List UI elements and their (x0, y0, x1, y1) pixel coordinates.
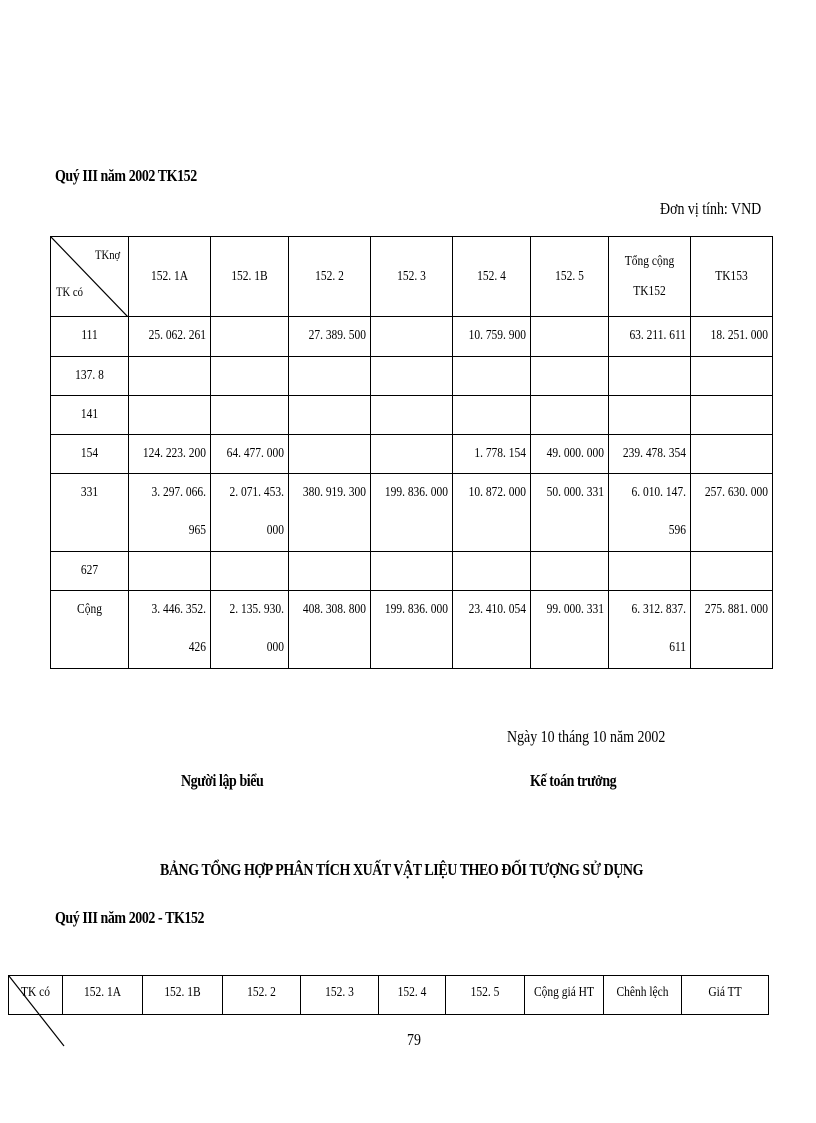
table-cell: 49. 000. 000 (531, 435, 609, 474)
table-cell (371, 396, 453, 435)
table-cell: 2. 135. 930. 000 (211, 591, 289, 669)
summary-header-row (9, 976, 769, 1015)
table-cell: 3. 297. 066. 965 (129, 474, 211, 552)
table-cell (691, 396, 773, 435)
table-cell: 275. 881. 000 (691, 591, 773, 669)
table-cell: 199. 836. 000 (371, 591, 453, 669)
header-cell-total: Tổng cộng TK152 (609, 237, 691, 317)
table-cell (531, 552, 609, 591)
summary-header-label: TK có (20, 985, 51, 1000)
table-cell: 3. 446. 352. 426 (129, 591, 211, 669)
table-cell (371, 317, 453, 357)
chief-accountant-label: Kế toán trưởng (530, 771, 617, 790)
section1-title: Quý III năm 2002 TK152 (55, 166, 197, 185)
table-cell: 239. 478. 354 (609, 435, 691, 474)
summary-header-cell: 152. 3 (301, 976, 379, 1015)
summary-corner-cell (9, 976, 63, 1015)
table-row (51, 591, 773, 669)
table-cell (609, 552, 691, 591)
materials-table (50, 236, 773, 669)
table-cell (371, 357, 453, 396)
header-cell: 152. 1A (129, 237, 211, 317)
table-cell (453, 357, 531, 396)
table-row (51, 474, 773, 552)
table-cell: 64. 477. 000 (211, 435, 289, 474)
table-row (51, 396, 773, 435)
table-cell (691, 552, 773, 591)
table-cell (211, 552, 289, 591)
table-cell: 99. 000. 331 (531, 591, 609, 669)
page-number: 79 (407, 1030, 421, 1049)
table-cell: 27. 389. 500 (289, 317, 371, 357)
table-cell: 2. 071. 453. 000 (211, 474, 289, 552)
preparer-label: Người lập biểu (181, 771, 264, 790)
table-cell: 6. 010. 147. 596 (609, 474, 691, 552)
table-cell: 18. 251. 000 (691, 317, 773, 357)
table-cell: 25. 062. 261 (129, 317, 211, 357)
section2-subtitle: Quý III năm 2002 - TK152 (55, 908, 205, 927)
summary-header-cell: 152. 2 (223, 976, 301, 1015)
summary-header-cell: 152. 1B (143, 976, 223, 1015)
table-cell (531, 396, 609, 435)
summary-header-cell: Cộng giá HT (525, 976, 604, 1015)
table-cell (371, 552, 453, 591)
summary-table (8, 975, 769, 1015)
table-cell (609, 396, 691, 435)
summary-header-cell: Giá TT (682, 976, 769, 1015)
row-label-cell: 627 (51, 552, 129, 591)
row-label-cell: Cộng (51, 591, 129, 669)
header-cell: 152. 1B (211, 237, 289, 317)
header-cell: TK153 (691, 237, 773, 317)
table-cell: 10. 872. 000 (453, 474, 531, 552)
table-cell (453, 396, 531, 435)
table-cell: 6. 312. 837. 611 (609, 591, 691, 669)
corner-bottom-label: TK có (56, 284, 83, 299)
corner-top-label: TKnợ (95, 247, 121, 262)
row-label-cell: 137. 8 (51, 357, 129, 396)
table-row (51, 435, 773, 474)
table-cell (691, 435, 773, 474)
table-cell (289, 396, 371, 435)
unit-label: Đơn vị tính: VND (660, 199, 762, 218)
row-label-cell: 154 (51, 435, 129, 474)
table-cell: 199. 836. 000 (371, 474, 453, 552)
table-cell (211, 396, 289, 435)
row-label-cell: 111 (51, 317, 129, 357)
summary-header-cell: Chênh lệch (604, 976, 682, 1015)
table-header-row (51, 237, 773, 317)
table-cell (289, 435, 371, 474)
row-label-cell: 141 (51, 396, 129, 435)
date-line: Ngày 10 tháng 10 năm 2002 (507, 727, 666, 746)
section2-title: BẢNG TỔNG HỢP PHÂN TÍCH XUẤT VẬT LIỆU THEO ĐỐI TƯỢNG SỬ DỤNG (160, 860, 644, 879)
table-cell: 257. 630. 000 (691, 474, 773, 552)
table-cell: 380. 919. 300 (289, 474, 371, 552)
header-cell: 152. 2 (289, 237, 371, 317)
header-cell: 152. 5 (531, 237, 609, 317)
table-cell (531, 317, 609, 357)
table-cell (129, 396, 211, 435)
table-cell (371, 435, 453, 474)
table-cell (211, 317, 289, 357)
table-cell: 10. 759. 900 (453, 317, 531, 357)
table-cell (609, 357, 691, 396)
table-cell (289, 357, 371, 396)
summary-header-cell: 152. 5 (446, 976, 525, 1015)
table-row (51, 552, 773, 591)
table-cell (531, 357, 609, 396)
table-cell (211, 357, 289, 396)
table-cell: 50. 000. 331 (531, 474, 609, 552)
summary-header-cell: 152. 4 (379, 976, 446, 1015)
table-row (51, 357, 773, 396)
table-row (51, 317, 773, 357)
table-cell (289, 552, 371, 591)
table-cell: 1. 778. 154 (453, 435, 531, 474)
header-cell: 152. 4 (453, 237, 531, 317)
table-cell: 63. 211. 611 (609, 317, 691, 357)
header-cell: 152. 3 (371, 237, 453, 317)
table-cell: 23. 410. 054 (453, 591, 531, 669)
table-cell (453, 552, 531, 591)
summary-header-cell: 152. 1A (63, 976, 143, 1015)
table-cell (129, 552, 211, 591)
table-cell: 124. 223. 200 (129, 435, 211, 474)
table-cell (691, 357, 773, 396)
row-label-cell: 331 (51, 474, 129, 552)
table-cell (129, 357, 211, 396)
table-cell: 408. 308. 800 (289, 591, 371, 669)
corner-header-cell (51, 237, 129, 317)
